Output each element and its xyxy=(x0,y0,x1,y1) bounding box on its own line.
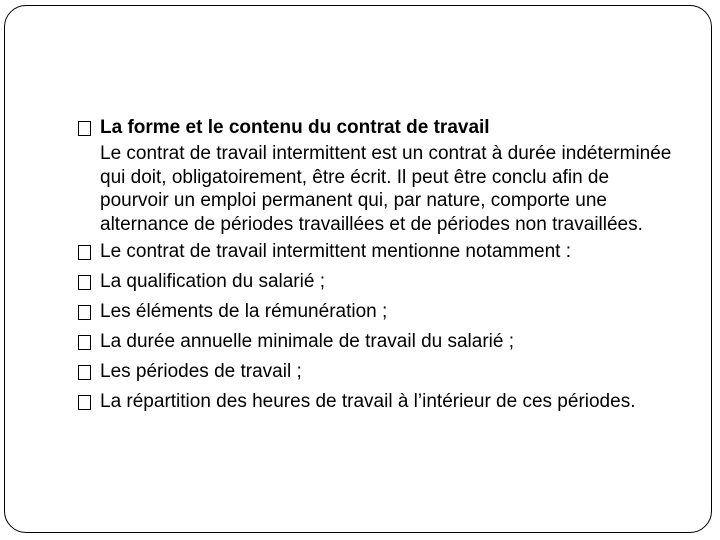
list-item xyxy=(78,300,678,324)
heading-text: La forme et le contenu du contrat de travail xyxy=(100,117,490,138)
list-item-text: La qualification du salarié ; xyxy=(100,271,325,292)
slide-content xyxy=(78,116,678,420)
checkbox-bullet-icon xyxy=(78,275,91,290)
list-item-text: Les éléments de la rémunération ; xyxy=(100,301,388,322)
checkbox-bullet-icon xyxy=(78,245,91,260)
heading-item xyxy=(78,116,678,140)
list-item xyxy=(78,240,678,264)
checkbox-bullet-icon xyxy=(78,365,91,380)
list-item xyxy=(78,330,678,354)
checkbox-bullet-icon xyxy=(78,121,91,136)
checkbox-bullet-icon xyxy=(78,305,91,320)
list-item xyxy=(78,270,678,294)
list-item-text: La répartition des heures de travail à l’intérieur de ces périodes. xyxy=(100,391,636,412)
list-item-text: Le contrat de travail intermittent mentionne notamment : xyxy=(100,241,572,262)
checkbox-bullet-icon xyxy=(78,335,91,350)
list-item xyxy=(78,360,678,384)
intro-paragraph: Le contrat de travail intermittent est un contrat à durée indéterminée qui doit, obligatoirement, être écrit. Il peut être conclu afin de pourvoir un emploi permanent qui, par nature, comporte une alternance de périodes travaillées et de périodes non travaillées. xyxy=(100,143,672,235)
list-item-text: La durée annuelle minimale de travail du salarié ; xyxy=(100,331,515,352)
list-item-text: Les périodes de travail ; xyxy=(100,361,302,382)
list-item xyxy=(78,390,678,414)
checkbox-bullet-icon xyxy=(78,395,91,410)
